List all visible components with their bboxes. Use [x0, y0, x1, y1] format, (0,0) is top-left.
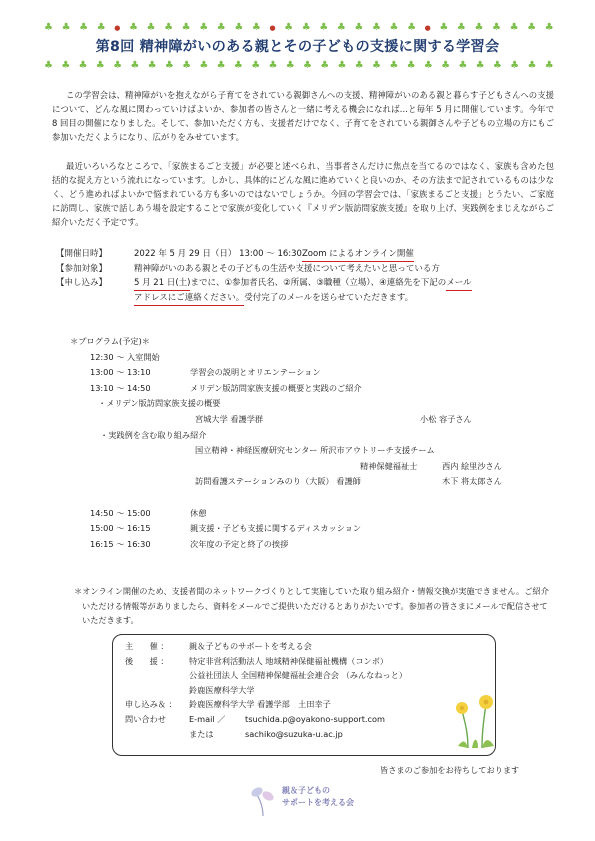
logo-leaf-icon [248, 782, 278, 818]
clover-icon: ♣ [216, 22, 226, 33]
program-heading: ＊プログラム(予定)＊ [70, 336, 150, 346]
clover-icon: ♣ [164, 60, 174, 71]
support-row: 後 援 ： 特定非営利活動法人 地域精神保健福祉機構（コンボ） [125, 655, 389, 666]
clover-icon: ♣ [319, 22, 329, 33]
clover-icon: ♣ [371, 22, 381, 33]
clover-icon: ♣ [406, 60, 416, 71]
clover-icon: ♣ [407, 22, 417, 33]
ladybug-icon: ● [269, 24, 276, 32]
clover-icon: ♣ [216, 60, 226, 71]
date-row [56, 247, 554, 262]
clover-icon: ♣ [285, 60, 295, 71]
email-link-1[interactable]: tsuchida.p@oyakono-support.com [245, 713, 385, 724]
organization-logo [248, 780, 368, 820]
clover-icon: ♣ [492, 60, 502, 71]
clover-icon: ♣ [456, 22, 466, 33]
clover-icon: ♣ [389, 60, 399, 71]
ladybug-icon: ● [424, 24, 431, 32]
program [70, 334, 550, 552]
clover-icon: ♣ [234, 22, 244, 33]
clover-icon: ♣ [199, 22, 209, 33]
clover-icon: ♣ [510, 60, 520, 71]
apply-deadline: 5 月 21 日(土) [134, 276, 190, 291]
speaker-1: 宮城大学 看護学群 小松 容子さん [195, 413, 472, 424]
clover-icon: ♣ [527, 60, 537, 71]
clover-icon: ♣ [251, 60, 261, 71]
support-row-2: 公益社団法人 全国精神保健福祉会連合会 （みんなねっと） [189, 670, 408, 681]
clover-icon: ♣ [268, 60, 278, 71]
apply-text: までに、①参加者氏名、②所属、③職種（立場）、④連絡先を下記の [190, 278, 447, 288]
apply-label: 【申し込み】 [56, 278, 108, 288]
logo-text-2: サポートを考える会 [282, 798, 354, 807]
program-item-1: 12:30 ～ 入室開始 [90, 351, 160, 362]
program-sub-2: ・実践例を含む取り組み紹介 [100, 429, 207, 440]
email-row-2: または sachiko@suzuka-u.ac.jp [125, 727, 495, 742]
clover-icon: ♣ [423, 60, 433, 71]
host-row: 主 催 ： 親＆子どものサポートを考える会 [125, 641, 312, 651]
clover-icon: ♣ [95, 60, 105, 71]
clover-icon: ♣ [389, 22, 399, 33]
clover-icon: ♣ [544, 60, 554, 71]
program-item-5: 15:00 ～ 16:15 親支援・子ども支援に関するディスカッション [90, 523, 362, 534]
logo-text-1: 親＆子どもの [282, 786, 330, 795]
closing-message: 皆さまのご参加をお待ちしております [380, 765, 520, 775]
ladybug-icon: ● [114, 24, 121, 32]
page-title: 第8回 精神障がいのある親とその子どもの支援に関する学習会 [95, 39, 500, 55]
apply-mail-2: アドレスにご連絡ください。 [134, 291, 244, 306]
clover-icon: ♣ [182, 60, 192, 71]
event-info [56, 247, 554, 306]
clover-icon: ♣ [113, 60, 123, 71]
program-item-3: 13:10 ～ 14:50 メリデン版訪問家族支援の概要と実践のご紹介 [90, 382, 362, 393]
clover-icon: ♣ [302, 60, 312, 71]
date-value: 2022 年 5 月 29 日（日） 13:00 ～ 16:30 [134, 249, 302, 259]
clover-icon: ♣ [44, 60, 53, 71]
apply-mail: メール [446, 276, 471, 291]
clover-icon: ♣ [61, 22, 71, 33]
target-row [56, 262, 554, 276]
clover-icon: ♣ [509, 22, 519, 33]
clover-icon: ♣ [199, 60, 209, 71]
program-item-6: 16:15 ～ 16:30 次年度の予定と終了の挨拶 [90, 538, 289, 549]
target-label: 【参加対象】 [56, 264, 108, 274]
clover-icon: ♣ [181, 22, 191, 33]
contact-row: 申し込み＆ ： 鈴鹿医療科学大学 看護学部 土田幸子 [125, 699, 331, 710]
date-label: 【開催日時】 [56, 249, 108, 259]
clover-icon: ♣ [337, 60, 347, 71]
clover-icon: ♣ [354, 22, 364, 33]
clover-icon: ♣ [441, 60, 451, 71]
email-row: 問い合わせ E-mail ／ tsuchida.p@oyakono-support.com [125, 712, 495, 727]
clover-icon: ♣ [251, 22, 261, 33]
clover-icon: ♣ [61, 60, 71, 71]
clover-icon: ♣ [164, 22, 174, 33]
clover-icon: ♣ [544, 22, 554, 33]
apply-row [56, 276, 554, 291]
clover-icon: ♣ [301, 22, 311, 33]
clover-icon: ♣ [458, 60, 468, 71]
zoom-notice: Zoom によるオンライン開催 [302, 247, 414, 262]
clover-icon: ♣ [146, 22, 156, 33]
speaker-2-org: 国立精神・神経医療研究センター 所沢市アウトリーチ支援チーム [195, 445, 435, 456]
clover-icon: ♣ [147, 60, 157, 71]
clover-icon: ♣ [79, 22, 89, 33]
clover-icon: ♣ [492, 22, 502, 33]
clover-icon: ♣ [336, 22, 346, 33]
target-value: 精神障がいのある親とその子どもの生活や支援について考えたいと思っている方 [134, 264, 440, 274]
clover-icon: ♣ [44, 22, 53, 33]
apply-tail: 受付完了のメールを送らせていただきます。 [244, 293, 414, 303]
clover-icon: ♣ [372, 60, 382, 71]
intro-paragraph-2: 最近いろいろなところで、「家族まるごと支援」が必要と述べられ、当事者さんだけに焦点を当てるのではなく、家族も含めた包括的な捉え方という流れになっています。しかし、具体的にどんな風に進めていくと良いのか、その方法まで記されているものは少なく、どう進めればよいかで悩まれている方も多いのではないでしょうか。今回の学習会では、「家族まるごと支援」とうたい、ご家庭に訪問し、家族で話しあう場を設定することで家族が変化していく『メリデン版訪問家族支援』を取り上げ、実践例をまじえながらご紹介いただく予定です。 [52, 161, 554, 228]
clover-icon: ♣ [527, 22, 537, 33]
program-sub-1: ・メリデン版訪問家族支援の概要 [98, 398, 221, 409]
clover-border-bottom [44, 60, 554, 72]
apply-row-2 [56, 291, 554, 306]
speaker-2: 精神保健福祉士 西内 絵里沙さん [360, 460, 502, 471]
speaker-3: 訪問看護ステーションみのり（大阪） 看護師 木下 将太郎さん [195, 476, 502, 487]
clover-icon: ♣ [474, 22, 484, 33]
clover-icon: ♣ [130, 60, 140, 71]
clover-icon: ♣ [439, 22, 449, 33]
clover-icon: ♣ [128, 22, 138, 33]
clover-border-top [44, 22, 554, 34]
email-link-2[interactable]: sachiko@suzuka-u.ac.jp [245, 728, 343, 739]
clover-icon: ♣ [233, 60, 243, 71]
sponsor-box [112, 634, 496, 756]
clover-icon: ♣ [320, 60, 330, 71]
program-item-2: 13:00 ～ 13:10 学習会の説明とオリエンテーション [90, 367, 321, 378]
clover-icon: ♣ [475, 60, 485, 71]
program-item-4: 14:50 ～ 15:00 休憩 [90, 507, 207, 518]
intro-paragraph-1: この学習会は、精神障がいを抱えながら子育てをされている親御さんへの支援、精神障がいのある親と暮らす子どもさんへの支援について、どんな風に関わっていけばよいか、参加者の皆さんと一緒に考える機会になれば…と毎年 5 月に開催しています。今年で 8 回目の開催になりました。そして、参加いただく方も、支援者だけでなく、子育てをされている親御さんや子どもの立場の方にもご参加いただくようになり、広がりをみせています。 [52, 90, 554, 143]
clover-icon: ♣ [354, 60, 364, 71]
clover-icon: ♣ [284, 22, 294, 33]
clover-icon: ♣ [78, 60, 88, 71]
support-row-3: 鈴鹿医療科学大学 [189, 684, 255, 695]
dandelion-illustration [454, 680, 500, 750]
clover-icon: ♣ [96, 22, 106, 33]
online-note: ＊オンライン開催のため、支援者間のネットワークづくりとして実施していた取り組み紹介・情報交換が実施できません。ご紹介いただける情報等がありましたら、資料をメールでご提供いただけるとありがたいです。参加者の皆さまにメールで配信させていただきます。 [74, 586, 549, 625]
